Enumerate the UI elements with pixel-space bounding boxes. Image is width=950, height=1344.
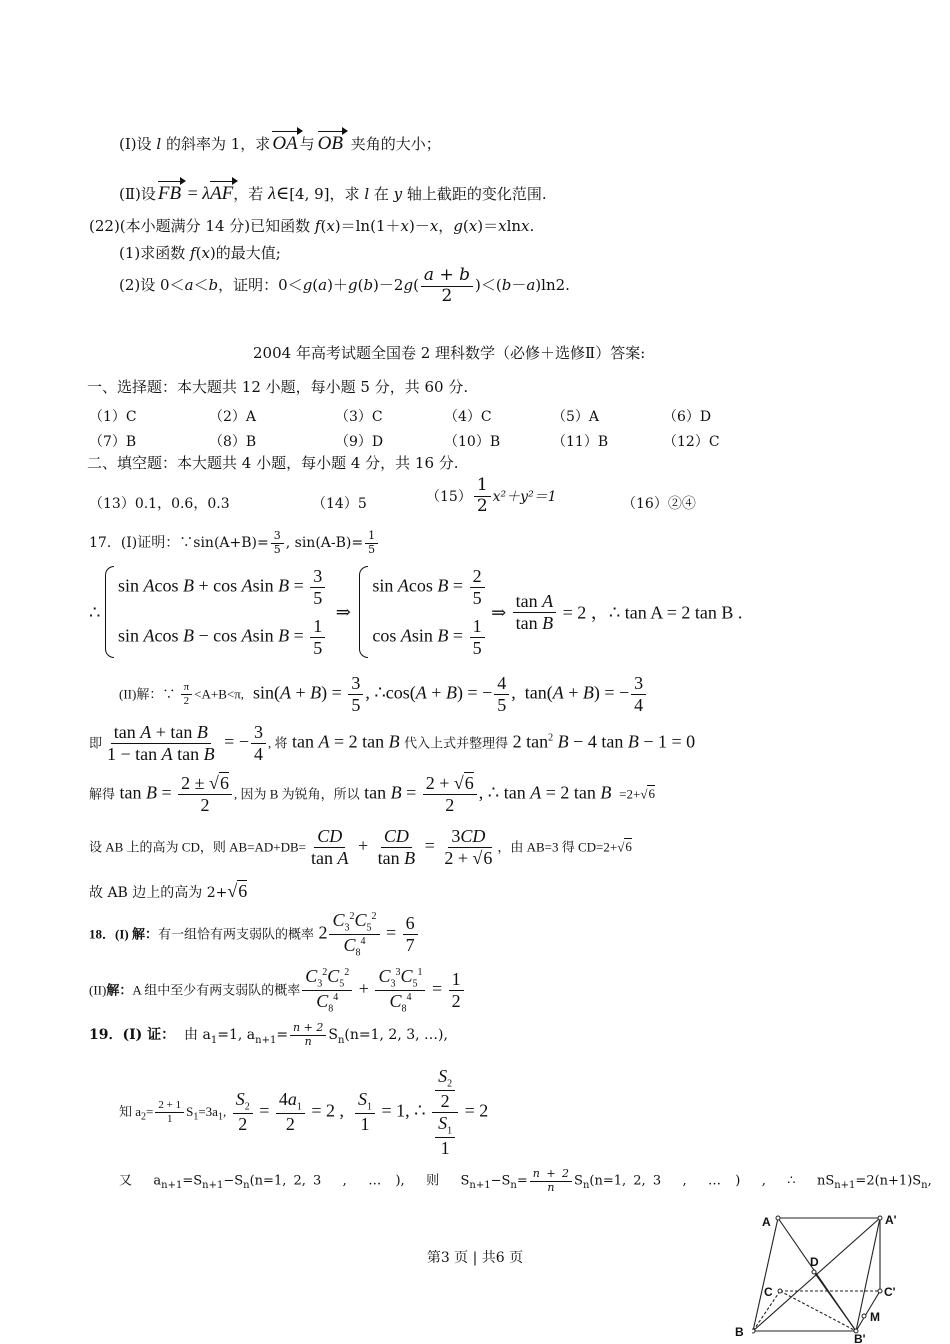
section1-heading: 一、选择题：本大题共 12 小题，每小题 5 分，共 60 分. xyxy=(87,378,469,396)
fill-answer-15: （15） $\frac{1}{2}$ x²＋y²＝1 xyxy=(426,475,557,516)
choice-answer: （1）C xyxy=(89,409,137,425)
label-A-prime: A' xyxy=(885,1213,897,1227)
choice-answer: （11）B xyxy=(552,434,609,450)
fill-answer-15-expr: x²＋y²＝1 xyxy=(492,489,557,506)
q22-part2: (2)设 0＜a＜b，证明：0＜g(a)＋g(b)－2g( $\frac{a + b}{2}$ )＜(b－a)ln2. xyxy=(119,265,570,306)
q21-part2: (Ⅱ)设 FB = λAF，若 λ∈[4, 9]，求 l 在 y 轴上截距的变化范围. xyxy=(119,183,547,204)
q17-line3: 即 $\frac{\text{tan A + tan B}}{\text{1 − tan A tan B}}$ = − $\frac{3}{4}$ , 将 tan A = 2 tan B 代入上式并整理得 2 $\tan^2 B - 4$ tan B − 1 = 0 xyxy=(89,722,696,764)
page-footer: 第3 页 | 共6 页 xyxy=(426,1250,524,1266)
q17-part2: (II)解：∵ $\frac{\pi}{2}$ <A+B<π, sin(A + B) = $\frac{3}{5}$ , ∴cos(A + B) = − $\frac{4}{5}$ , tan(A + B) = − $\frac{3}{4}$ xyxy=(119,673,648,715)
choice-answer: （2）A xyxy=(209,409,257,425)
choice-answer: （9）D xyxy=(335,434,384,450)
choice-answer: （10）B xyxy=(444,434,501,450)
q17-line5: 设 AB 上的高为 CD，则 AB=AD+DB= $\frac{CD}{\text{tan A}}$ + $\frac{CD}{\text{tan B}}$ = $\frac{3CD}{2 + √6}$ ，由 AB=3 得 CD=2+√6 xyxy=(89,826,632,868)
label-M: M xyxy=(870,1310,880,1324)
choice-answer: （3）C xyxy=(335,409,383,425)
fill-answer-16: （16）②④ xyxy=(622,496,696,512)
label-B-prime: B' xyxy=(854,1332,866,1344)
q22-part1: (1)求函数 f(x)的最大值; xyxy=(119,244,281,262)
q17-line4: 解得 tan B = $\frac{2 \pm √6}{2}$ , 因为 B 为锐角，所以 tan B = $\frac{2 + √6}{2}$ , ∴ tan A = 2 tan B =2+√6 xyxy=(89,773,655,815)
q17-conclusion: ∴ tan A = 2 tan B . xyxy=(608,602,743,623)
choice-answer: （7）B xyxy=(89,434,137,450)
fill-answer-14: （14）5 xyxy=(312,496,367,512)
q17-system: ∴ sin Acos B + cos Asin B = $\frac{3}{5}$ sin Acos B − cos Asin B = $\frac{1}{5}$ ⇒ sin Acos B = $\frac{2}{5}$ cos Asin B = $\frac{1}{5}$ ⇒ $\frac{\text{tan A}}{\text{tan B}}$ = 2 ，∴ tan A = 2 tan B . xyxy=(89,566,743,659)
prism-figure xyxy=(752,1210,932,1344)
label-D: D xyxy=(810,1255,819,1269)
answer-title: 2004 年高考试题全国卷 2 理科数学（必修＋选修Ⅱ）答案: xyxy=(253,344,646,362)
q22-stem: (22)(本小题满分 14 分)已知函数 f(x)＝ln(1＋x)－x，g(x)＝xlnx. xyxy=(89,217,535,235)
q19-line3: 又 $a_{n+1}=S_{n+1}-S_n(n=1$, 2, 3 , … ), 则 $S_{n+1}-S_n=$ $\frac{n + 2}{n}$ $S_n(n=1$, 2, 3 , … ) , ∴ $nS_{n+1}=2(n+1)S_n$, xyxy=(119,1167,932,1194)
q19-line2: 知 $a_2=$ $\frac{2 + 1}{1}$ $S_1=3a_1$, $\frac{S_2}{2}$ = $\frac{4a_1}{2}$ = 2 , $\frac{S_1}{1}$ = 1, ∴ $\frac{\frac{S_2}{2}}{\frac{S_1}{1}}$ = 2 xyxy=(119,1066,489,1158)
choice-answer: （5）A xyxy=(552,409,600,425)
label-C: C xyxy=(764,1285,773,1299)
fill-answer-15-label: （15） xyxy=(426,489,472,506)
q18-part1: 18．(I) 解：有一组恰有两支弱队的概率 2 $\frac{C_3^2C_5^2}{C_8^4}$ = $\frac{6}{7}$ xyxy=(89,910,420,959)
q19-line1: 19．(I) 证： 由 $a_1=1$, $a_{n+1}=$ $\frac{n + 2}{n}$ $S_n(n=1$, 2, 3, …), xyxy=(89,1021,448,1048)
choice-answer: （4）C xyxy=(444,409,492,425)
choice-answer: （12）C xyxy=(663,434,720,450)
choice-answer: （6）D xyxy=(663,409,712,425)
q17-line6: 故 AB 边上的高为 2+√6 xyxy=(89,881,248,901)
choice-answer: （8）B xyxy=(209,434,257,450)
q17-line1: 17．(I)证明：∵sin(A+B)= $\frac{3}{5}$ , sin(A-B)= $\frac{1}{5}$ xyxy=(89,530,380,556)
label-C-prime: C' xyxy=(884,1285,896,1299)
label-B-outside: B xyxy=(735,1325,744,1339)
label-A: A xyxy=(762,1215,771,1229)
fill-answer-13: （13）0.1，0.6，0.3 xyxy=(89,496,230,512)
section2-heading: 二、填空题：本大题共 4 小题，每小题 4 分，共 16 分. xyxy=(87,454,459,472)
q21-part1: (Ⅰ)设 l 的斜率为 1，求 OA 与 OB 夹角的大小； xyxy=(119,133,441,154)
q18-part2: (II)解：A 组中至少有两支弱队的概率 $\frac{C_3^2C_5^2}{C_8^4}$ + $\frac{C_3^3C_5^1}{C_8^4}$ = $\frac{1}{2}$ xyxy=(89,966,466,1015)
